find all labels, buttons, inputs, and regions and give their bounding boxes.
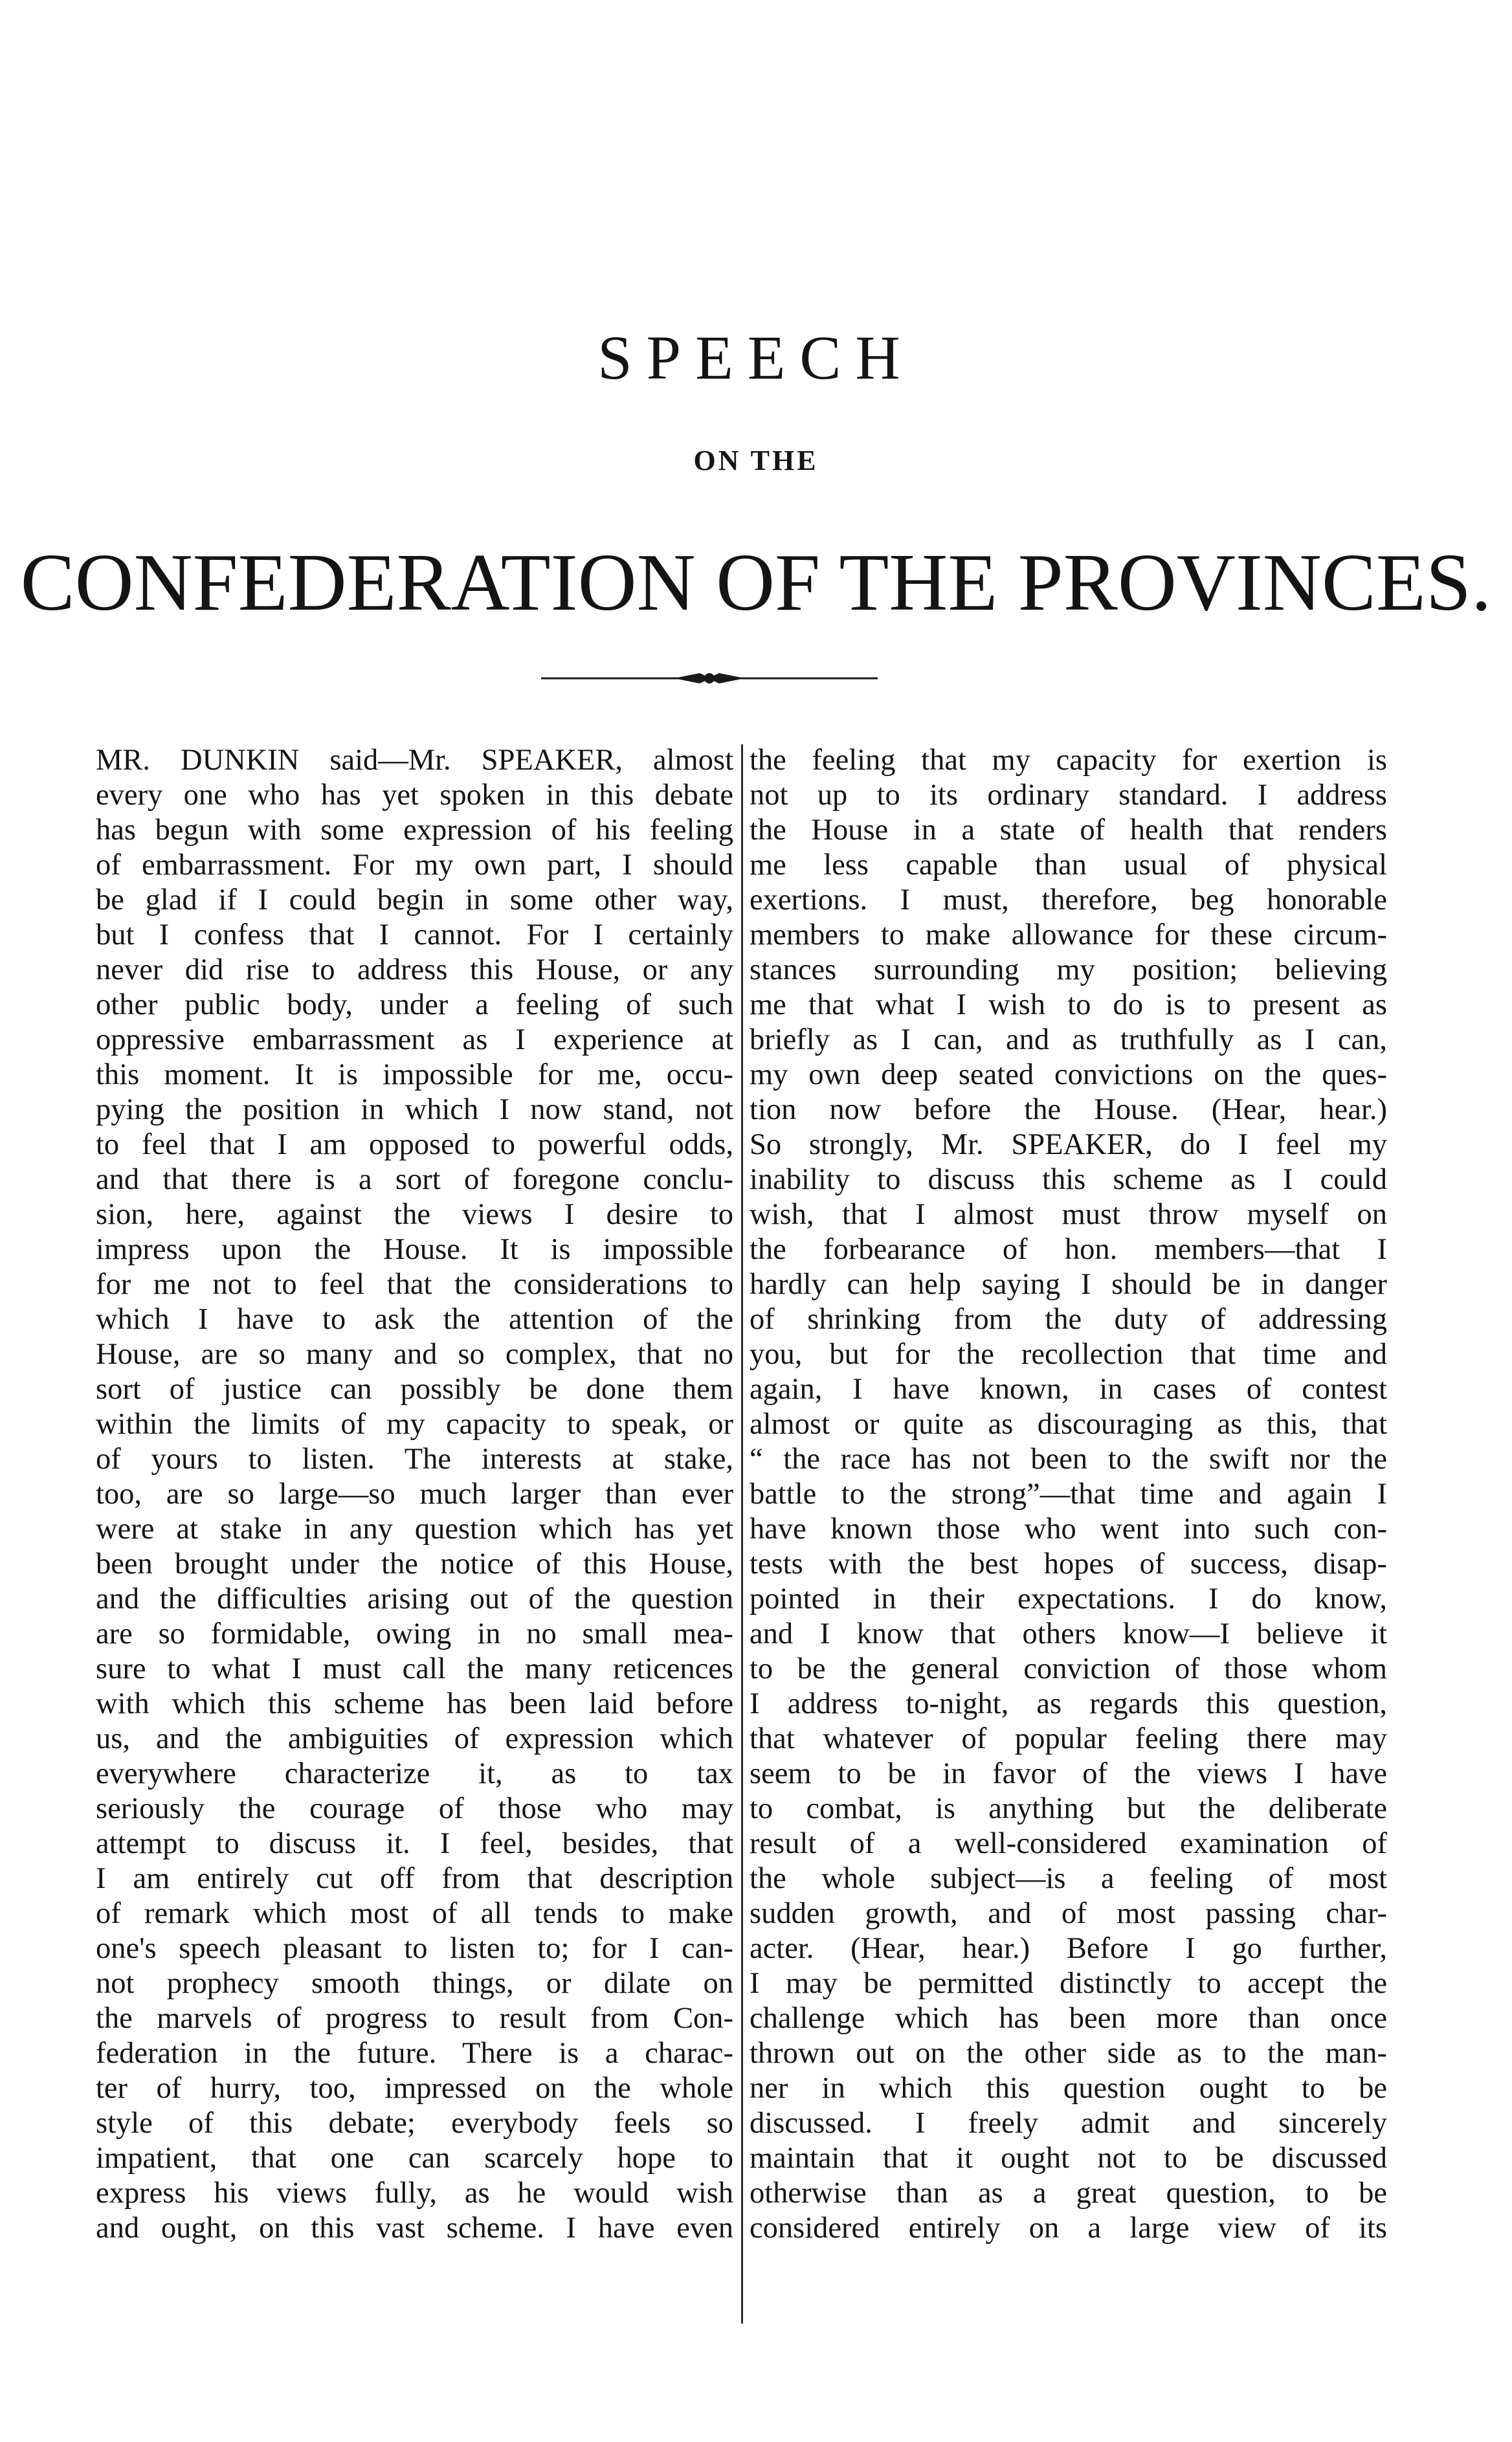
text-column-left (96, 743, 733, 2246)
text-line: thrown out on the other side as to the man- (750, 2037, 1387, 2070)
text-line: members to make allowance for these circum- (750, 918, 1387, 951)
text-line: federation in the future. There is a charac- (96, 2037, 733, 2070)
text-line: inability to discuss this scheme as I could (750, 1163, 1387, 1196)
text-line: not prophecy smooth things, or dilate on (96, 1967, 733, 2000)
text-line: attempt to discuss it. I feel, besides, that (96, 1827, 733, 1860)
text-line: tests with the best hopes of success, disap- (750, 1548, 1387, 1581)
text-line: for me not to feel that the considerations to (96, 1268, 733, 1301)
text-line: be glad if I could begin in some other way, (96, 883, 733, 916)
text-line: pying the position in which I now stand, not (96, 1093, 733, 1126)
text-line: of embarrassment. For my own part, I should (96, 849, 733, 882)
text-line: the forbearance of hon. members—that I (750, 1233, 1387, 1266)
text-line: everywhere characterize it, as to tax (96, 1757, 733, 1790)
page-subtitle: ON THE (693, 445, 819, 476)
text-line: challenge which has been more than once (750, 2002, 1387, 2035)
text-line: were at stake in any question which has yet (96, 1513, 733, 1546)
text-line: So strongly, Mr. SPEAKER, do I feel my (750, 1128, 1387, 1161)
text-line: every one who has yet spoken in this debate (96, 779, 733, 812)
text-line: ner in which this question ought to be (750, 2072, 1387, 2105)
text-line: not up to its ordinary standard. I address (750, 779, 1387, 812)
text-line: stances surrounding my position; believing (750, 953, 1387, 986)
text-line: within the limits of my capacity to speak, or (96, 1408, 733, 1441)
text-line: sion, here, against the views I desire to (96, 1198, 733, 1231)
text-line: which I have to ask the attention of the (96, 1303, 733, 1336)
text-line: style of this debate; everybody feels so (96, 2107, 733, 2140)
column-divider (741, 744, 743, 2324)
text-line: the whole subject—is a feeling of most (750, 1862, 1387, 1895)
text-line: again, I have known, in cases of contest (750, 1373, 1387, 1406)
text-line: this moment. It is impossible for me, occu- (96, 1058, 733, 1091)
text-line: briefly as I can, and as truthfully as I can, (750, 1023, 1387, 1056)
text-line: otherwise than as a great question, to be (750, 2177, 1387, 2210)
text-line: to combat, is anything but the deliberate (750, 1792, 1387, 1825)
text-line: exertions. I must, therefore, beg honorable (750, 883, 1387, 916)
text-line: discussed. I freely admit and sincerely (750, 2107, 1387, 2140)
text-line: “ the race has not been to the swift nor the (750, 1443, 1387, 1476)
text-line: and the difficulties arising out of the question (96, 1582, 733, 1615)
text-line: I address to-night, as regards this question, (750, 1687, 1387, 1720)
text-line: sudden growth, and of most passing char- (750, 1897, 1387, 1930)
ornament-divider-icon (541, 665, 878, 691)
text-line: seem to be in favor of the views I have (750, 1757, 1387, 1790)
page-title: SPEECH (597, 323, 915, 392)
text-line: almost or quite as discouraging as this, that (750, 1408, 1387, 1441)
main-heading: CONFEDERATION OF THE PROVINCES. (20, 538, 1492, 628)
text-line: to feel that I am opposed to powerful odds, (96, 1128, 733, 1161)
text-line: MR. DUNKIN said—Mr. SPEAKER, almost (96, 744, 733, 777)
text-line: have known those who went into such con- (750, 1513, 1387, 1546)
text-line: other public body, under a feeling of such (96, 988, 733, 1021)
text-line: with which this scheme has been laid before (96, 1687, 733, 1720)
text-line: oppressive embarrassment as I experience at (96, 1023, 733, 1056)
text-line: sort of justice can possibly be done them (96, 1373, 733, 1406)
text-line: never did rise to address this House, or any (96, 953, 733, 986)
text-line: ter of hurry, too, impressed on the whole (96, 2072, 733, 2105)
text-line: of remark which most of all tends to make (96, 1897, 733, 1930)
text-line: and that there is a sort of foregone conclu- (96, 1163, 733, 1196)
text-line: I am entirely cut off from that description (96, 1862, 733, 1895)
text-line: hardly can help saying I should be in danger (750, 1268, 1387, 1301)
text-line: tion now before the House. (Hear, hear.) (750, 1093, 1387, 1126)
text-line: sure to what I must call the many reticences (96, 1652, 733, 1685)
text-line: I may be permitted distinctly to accept the (750, 1967, 1387, 2000)
text-line: of shrinking from the duty of addressing (750, 1303, 1387, 1336)
text-line: my own deep seated convictions on the ques- (750, 1058, 1387, 1091)
text-line: are so formidable, owing in no small mea- (96, 1617, 733, 1650)
text-line: too, are so large—so much larger than ever (96, 1478, 733, 1511)
text-line: been brought under the notice of this House, (96, 1548, 733, 1581)
text-line: and ought, on this vast scheme. I have even (96, 2212, 733, 2245)
text-line: me that what I wish to do is to present as (750, 988, 1387, 1021)
text-line: to be the general conviction of those whom (750, 1652, 1387, 1685)
text-line: considered entirely on a large view of its (750, 2212, 1387, 2245)
text-line: that whatever of popular feeling there may (750, 1722, 1387, 1755)
text-line: pointed in their expectations. I do know, (750, 1582, 1387, 1615)
text-column-right (750, 743, 1387, 2246)
text-line: wish, that I almost must throw myself on (750, 1198, 1387, 1231)
text-line: the marvels of progress to result from Con- (96, 2002, 733, 2035)
text-line: and I know that others know—I believe it (750, 1617, 1387, 1650)
text-line: result of a well-considered examination of (750, 1827, 1387, 1860)
text-line: one's speech pleasant to listen to; for I can- (96, 1932, 733, 1965)
text-line: express his views fully, as he would wish (96, 2177, 733, 2210)
text-line: seriously the courage of those who may (96, 1792, 733, 1825)
text-line: me less capable than usual of physical (750, 849, 1387, 882)
text-line: maintain that it ought not to be discussed (750, 2142, 1387, 2175)
text-line: battle to the strong”—that time and again I (750, 1478, 1387, 1511)
text-line: us, and the ambiguities of expression which (96, 1722, 733, 1755)
text-line: but I confess that I cannot. For I certainly (96, 918, 733, 951)
text-line: the House in a state of health that renders (750, 814, 1387, 847)
text-line: impatient, that one can scarcely hope to (96, 2142, 733, 2175)
text-line: House, are so many and so complex, that no (96, 1338, 733, 1371)
text-line: of yours to listen. The interests at stake, (96, 1443, 733, 1476)
text-line: impress upon the House. It is impossible (96, 1233, 733, 1266)
text-line: you, but for the recollection that time and (750, 1338, 1387, 1371)
text-line: has begun with some expression of his feeling (96, 814, 733, 847)
text-line: the feeling that my capacity for exertion is (750, 744, 1387, 777)
text-line: acter. (Hear, hear.) Before I go further, (750, 1932, 1387, 1965)
